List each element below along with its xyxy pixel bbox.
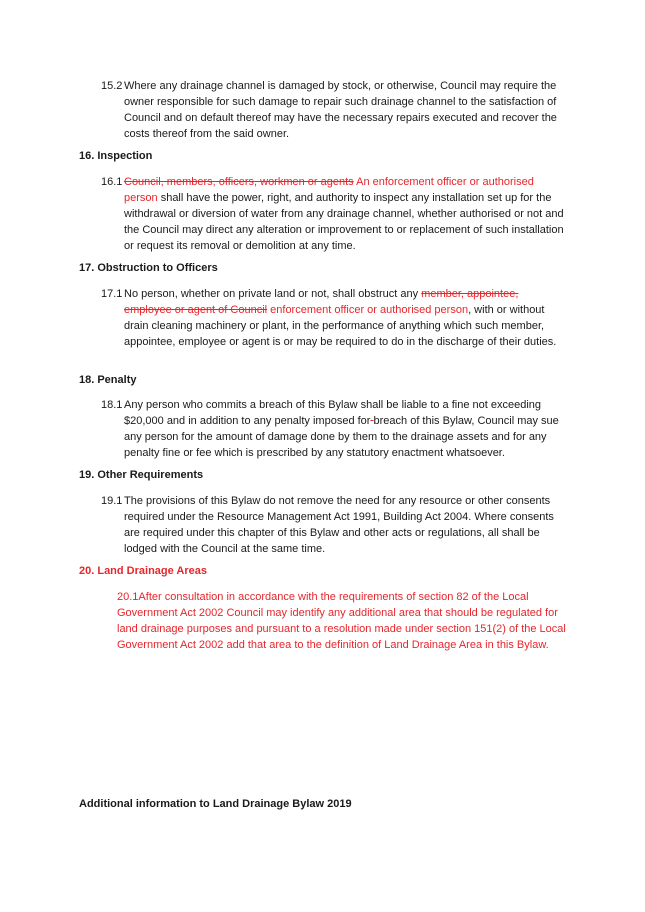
clause-body-end: , with or without drain cleaning machinery or plant, in the performance of anything which such member, appointee, employee or agent is or may be required to do in the discharge of their duties.	[124, 304, 557, 348]
clause-15-2	[101, 78, 564, 142]
section-heading-18: 18. Penalty	[79, 374, 137, 386]
clause-18-1	[101, 397, 566, 461]
clause-text	[124, 174, 566, 254]
clause-body: After consultation in accordance with the requirements of section 82 of the Local Government Act 2002 Council may identify any additional area that should be regulated for land drainage purposes and pursuant to a resolution made under section 151(2) of the Local Government Act 2002 add that area to the definition of Land Drainage Area in this Bylaw.	[117, 591, 566, 651]
deleted-text: Council, members, officers, workmen or agents	[124, 176, 354, 188]
clause-number-inline: 20.1	[117, 591, 139, 603]
clause-number: 16.1	[101, 176, 123, 188]
section-heading-19: 19. Other Requirements	[79, 469, 204, 481]
inserted-text: enforcement officer or authorised person	[267, 304, 469, 316]
clause-text	[117, 589, 569, 653]
clause-body-end: breach of this Bylaw, Council may sue any person for the amount of damage done by them to the drainage assets and for any penalty fine or fee which is prescribed by any statutory enactment whatsoever.	[124, 415, 559, 459]
clause-body-start: No person, whether on private land or not, shall obstruct any	[124, 288, 422, 300]
section-heading-17: 17. Obstruction to Officers	[79, 262, 218, 274]
clause-number: 19.1	[101, 495, 123, 507]
clause-20-1	[117, 589, 569, 653]
clause-body: shall have the power, right, and authority to inspect any installation set up for the withdrawal or diversion of water from any drainage channel, whether authorised or not and the Council may direct any alteration or improvement to or replacement of such installation or request its removal or demolition at any time.	[124, 192, 564, 252]
clause-text: Where any drainage channel is damaged by stock, or otherwise, Council may require the owner responsible for such damage to repair such drainage channel to the satisfaction of Council and on default thereof may have the necessary repairs executed and recover the costs thereof from the said owner.	[124, 80, 557, 140]
section-heading-20: 20. Land Drainage Areas	[79, 565, 207, 577]
clause-19-1	[101, 493, 570, 557]
clause-body-start: Any person who commits a breach of this Bylaw shall be liable to a fine not exceeding $20,000 and in addition to any penalty imposed for	[124, 399, 542, 427]
clause-number: 18.1	[101, 399, 123, 411]
clause-number: 15.2	[101, 80, 123, 92]
deleted-text: member, appointee, employee or agent of Council	[124, 288, 519, 316]
additional-info-heading: Additional information to Land Drainage Bylaw 2019	[79, 798, 352, 810]
clause-17-1	[101, 286, 566, 350]
clause-text	[124, 286, 566, 350]
clause-number: 17.1	[101, 288, 123, 300]
inserted-text: An enforcement officer or authorised person	[124, 176, 534, 204]
clause-16-1	[101, 174, 566, 254]
clause-text: The provisions of this Bylaw do not remove the need for any resource or other consents required under the Resource Management Act 1991, Building Act 2004. Where consents are required under this chapter of this Bylaw and other acts or regulations, all shall be lodged with the Council at the same time.	[124, 495, 554, 555]
section-heading-16: 16. Inspection	[79, 150, 153, 162]
clause-text	[124, 397, 566, 461]
